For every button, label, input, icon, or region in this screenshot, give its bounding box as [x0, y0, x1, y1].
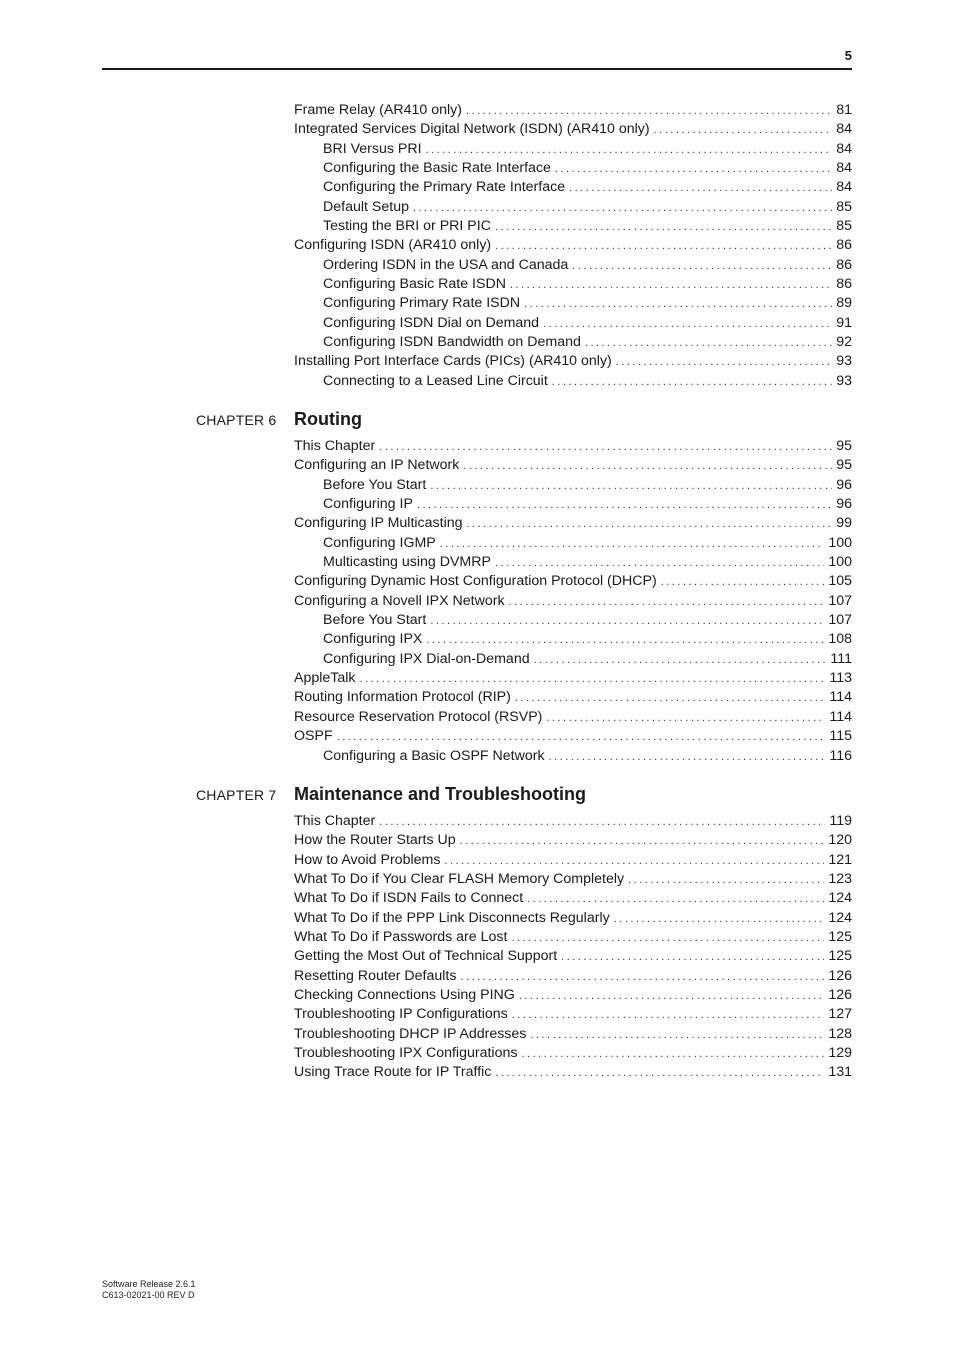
toc-entry[interactable] [294, 967, 852, 986]
toc-entry-title: Configuring ISDN Dial on Demand [323, 314, 540, 331]
toc-entry[interactable] [294, 1025, 852, 1044]
toc-entry-title: Frame Relay (AR410 only) [294, 102, 462, 118]
dot-leader [616, 353, 832, 372]
chapter-7-title: Maintenance and Troubleshooting [294, 784, 587, 804]
dot-leader [511, 929, 824, 948]
toc-entry[interactable] [294, 178, 852, 197]
dot-leader [521, 1045, 824, 1064]
toc-entry-title: Connecting to a Leased Line Circuit [323, 372, 548, 389]
toc-entry[interactable] [294, 909, 852, 928]
toc-entry[interactable] [294, 870, 852, 889]
toc-entry-page: 127 [828, 1006, 852, 1023]
toc-entry-page: 84 [836, 140, 852, 157]
toc-entry-title: This Chapter [294, 813, 376, 829]
toc-entry-page: 120 [828, 832, 852, 849]
toc-entry-title: Configuring IPX Dial-on-Demand [323, 650, 530, 667]
toc-entry-title: Installing Port Interface Cards (PICs) (AR410 only) [294, 353, 612, 370]
toc-entry[interactable] [294, 553, 852, 572]
toc-entry[interactable] [294, 217, 852, 236]
dot-leader [467, 515, 833, 534]
toc-entry[interactable] [294, 650, 852, 669]
toc-entry-page: 96 [836, 496, 852, 513]
dot-leader [466, 102, 832, 121]
toc-entry-page: 121 [828, 851, 852, 868]
toc-entry[interactable] [294, 688, 852, 707]
dot-leader [495, 218, 832, 237]
toc-entry-page: 116 [829, 747, 852, 764]
footer-release: Software Release 2.6.1 [102, 1279, 196, 1289]
dot-leader [530, 1026, 824, 1045]
dot-leader [426, 631, 824, 650]
toc-entry-page: 95 [836, 457, 852, 474]
toc-entry[interactable] [294, 947, 852, 966]
dot-leader [337, 728, 826, 747]
dot-leader [614, 910, 825, 929]
dot-leader [561, 948, 824, 967]
dot-leader [569, 179, 832, 198]
toc-entry-page: 128 [828, 1025, 852, 1042]
dot-leader [440, 535, 825, 554]
toc-entry[interactable] [294, 572, 852, 591]
toc-entry-title: Using Trace Route for IP Traffic [294, 1064, 492, 1081]
dot-leader [628, 871, 824, 890]
dot-leader [543, 315, 832, 334]
toc-entry-title: OSPF [294, 728, 333, 745]
toc-entry[interactable] [294, 1005, 852, 1024]
toc-entry-page: 86 [836, 256, 852, 273]
toc-entry[interactable] [294, 159, 852, 178]
dot-leader [360, 670, 826, 689]
toc-entry-title: Resetting Router Defaults [294, 967, 457, 984]
chapter-6-label: CHAPTER 6 [196, 412, 277, 428]
toc-entry-page: 89 [836, 295, 852, 312]
toc-entry[interactable] [294, 476, 852, 495]
toc-entry-page: 96 [836, 476, 852, 493]
toc-entry-title: Configuring a Basic OSPF Network [323, 747, 545, 764]
toc-entry-page: 125 [828, 929, 852, 946]
toc-entry[interactable] [294, 928, 852, 947]
dot-leader [555, 160, 832, 179]
dot-leader [654, 121, 833, 140]
toc-entry[interactable] [294, 456, 852, 475]
toc-entry-page: 124 [828, 890, 852, 907]
toc-entry-page: 84 [836, 160, 852, 177]
toc-entry-page: 108 [828, 631, 852, 648]
dot-leader [460, 832, 825, 851]
toc-entry-title: Configuring IPX [323, 631, 423, 648]
toc-entry-title: Troubleshooting DHCP IP Addresses [294, 1025, 527, 1042]
toc-entry-page: 119 [829, 813, 852, 829]
toc-entry-page: 111 [830, 650, 852, 667]
toc-entry-title: What To Do if Passwords are Lost [294, 929, 508, 946]
toc-entry-page: 86 [836, 237, 852, 254]
toc-entry[interactable] [294, 236, 852, 255]
toc-entry[interactable] [294, 140, 852, 159]
toc-entry-title: What To Do if You Clear FLASH Memory Completely [294, 871, 625, 888]
dot-leader [512, 1006, 825, 1025]
toc-entry-page: 93 [836, 372, 852, 389]
toc-entry-page: 129 [828, 1045, 852, 1062]
toc-entry-title: Configuring ISDN (AR410 only) [294, 237, 492, 254]
toc-intro-list [294, 101, 852, 391]
toc-entry-title: Configuring IP [323, 496, 413, 513]
toc-entry-title: Configuring an IP Network [294, 457, 460, 474]
dot-leader [379, 438, 832, 457]
toc-entry-page: 105 [828, 573, 852, 590]
toc-entry-page: 107 [828, 592, 852, 609]
toc-entry-page: 125 [828, 948, 852, 965]
toc-entry-page: 92 [836, 334, 852, 351]
dot-leader [585, 334, 832, 353]
toc-entry-title: Resource Reservation Protocol (RSVP) [294, 708, 543, 725]
toc-entry-page: 126 [828, 987, 852, 1004]
toc-entry[interactable] [294, 851, 852, 870]
toc-entry[interactable] [294, 592, 852, 611]
toc-entry-title: Ordering ISDN in the USA and Canada [323, 256, 569, 273]
toc-entry[interactable] [294, 669, 852, 688]
dot-leader [552, 373, 832, 392]
toc-entry-page: 100 [828, 534, 852, 551]
toc-entry-page: 114 [829, 708, 852, 725]
toc-entry-title: What To Do if the PPP Link Disconnects Regularly [294, 909, 610, 926]
toc-entry[interactable] [294, 372, 852, 391]
toc-chapter-6-list [294, 437, 852, 766]
toc-entry-page: 126 [828, 967, 852, 984]
dot-leader [379, 813, 825, 832]
toc-entry-title: Getting the Most Out of Technical Support [294, 948, 558, 965]
toc-entry[interactable] [294, 333, 852, 352]
toc-entry[interactable] [294, 986, 852, 1005]
toc-entry[interactable] [294, 495, 852, 514]
toc-entry-page: 113 [829, 670, 852, 687]
toc-entry-page: 81 [836, 102, 852, 118]
toc-entry-title: What To Do if ISDN Fails to Connect [294, 890, 524, 907]
dot-leader [413, 199, 832, 218]
toc-chapter-7-list [294, 812, 852, 1083]
dot-leader [426, 141, 833, 160]
toc-entry-title: Configuring the Primary Rate Interface [323, 179, 566, 196]
toc-entry-title: Configuring Basic Rate ISDN [323, 276, 506, 293]
toc-entry-title: Configuring IGMP [323, 534, 436, 551]
toc-entry[interactable] [294, 101, 852, 120]
toc-entry[interactable] [294, 831, 852, 850]
toc-entry[interactable] [294, 314, 852, 333]
toc-entry[interactable] [294, 275, 852, 294]
chapter-6-title: Routing [294, 409, 362, 429]
toc-entry-title: Configuring Primary Rate ISDN [323, 295, 521, 312]
toc-entry[interactable] [294, 1044, 852, 1063]
toc-entry[interactable] [294, 256, 852, 275]
toc-entry-page: 84 [836, 121, 852, 138]
footer [102, 1279, 196, 1301]
toc-entry-page: 84 [836, 179, 852, 196]
toc-entry[interactable] [294, 727, 852, 746]
dot-leader [495, 554, 824, 573]
toc-entry[interactable] [294, 812, 852, 831]
dot-leader [546, 709, 825, 728]
toc-entry-page: 123 [828, 871, 852, 888]
toc-entry[interactable] [294, 1063, 852, 1082]
toc-entry[interactable] [294, 708, 852, 727]
toc-entry-title: This Chapter [294, 438, 376, 454]
toc-entry-page: 114 [829, 689, 852, 706]
dot-leader [661, 573, 825, 592]
toc-entry-title: Configuring the Basic Rate Interface [323, 160, 551, 177]
dot-leader [527, 890, 824, 909]
toc-entry-page: 85 [836, 198, 852, 215]
dot-leader [460, 968, 824, 987]
toc-entry-title: BRI Versus PRI [323, 140, 422, 157]
dot-leader [572, 257, 832, 276]
toc-entry-title: Testing the BRI or PRI PIC [323, 218, 491, 235]
toc-entry-page: 115 [829, 728, 852, 745]
toc-entry-title: Configuring Dynamic Host Configuration Protocol (DHCP) [294, 573, 657, 590]
toc-entry-page: 93 [836, 353, 852, 370]
toc-entry-title: Configuring IP Multicasting [294, 515, 463, 532]
toc-entry-title: AppleTalk [294, 670, 356, 687]
dot-leader [430, 612, 824, 631]
toc-entry-page: 100 [828, 554, 852, 571]
dot-leader [524, 295, 832, 314]
toc-entry-title: Troubleshooting IPX Configurations [294, 1045, 518, 1062]
toc-entry[interactable] [294, 352, 852, 371]
dot-leader [417, 496, 832, 515]
toc-entry[interactable] [294, 120, 852, 139]
dot-leader [430, 477, 832, 496]
toc-entry-page: 99 [836, 515, 852, 532]
toc-entry[interactable] [294, 889, 852, 908]
dot-leader [444, 852, 824, 871]
dot-leader [549, 748, 826, 767]
dot-leader [515, 689, 826, 708]
toc-entry-title: Before You Start [323, 612, 427, 629]
toc-entry[interactable] [294, 611, 852, 630]
dot-leader [463, 457, 832, 476]
page-number: 5 [844, 48, 852, 63]
toc-entry-page: 85 [836, 218, 852, 235]
toc-entry[interactable] [294, 198, 852, 217]
toc-entry-title: Configuring a Novell IPX Network [294, 592, 505, 609]
dot-leader [510, 276, 832, 295]
chapter-7-label: CHAPTER 7 [196, 787, 277, 803]
toc-entry-page: 91 [836, 314, 852, 331]
dot-leader [534, 651, 827, 670]
dot-leader [509, 593, 825, 612]
toc-entry[interactable] [294, 437, 852, 456]
toc-entry[interactable] [294, 630, 852, 649]
toc-entry-title: Configuring ISDN Bandwidth on Demand [323, 334, 581, 351]
toc-entry-title: Integrated Services Digital Network (ISDN) (AR410 only) [294, 121, 650, 138]
toc-entry-title: Routing Information Protocol (RIP) [294, 689, 511, 706]
toc-entry-title: Default Setup [323, 198, 409, 215]
toc-entry-title: Multicasting using DVMRP [323, 554, 491, 571]
toc-entry[interactable] [294, 747, 852, 766]
toc-entry[interactable] [294, 514, 852, 533]
toc-entry-title: Troubleshooting IP Configurations [294, 1006, 508, 1023]
toc-entry-page: 124 [828, 909, 852, 926]
toc-entry-page: 86 [836, 276, 852, 293]
dot-leader [495, 1064, 824, 1083]
toc-entry-page: 107 [828, 612, 852, 629]
toc-entry-title: How to Avoid Problems [294, 851, 441, 868]
toc-entry-title: How the Router Starts Up [294, 832, 456, 849]
toc-entry[interactable] [294, 534, 852, 553]
dot-leader [519, 987, 825, 1006]
footer-doc-id: C613-02021-00 REV D [102, 1290, 195, 1300]
toc-entry-title: Before You Start [323, 476, 427, 493]
toc-entry-page: 131 [828, 1064, 852, 1081]
dot-leader [495, 237, 832, 256]
toc-entry-page: 95 [836, 438, 852, 454]
toc-entry-title: Checking Connections Using PING [294, 987, 515, 1004]
toc-entry[interactable] [294, 294, 852, 313]
header-rule [102, 68, 852, 70]
